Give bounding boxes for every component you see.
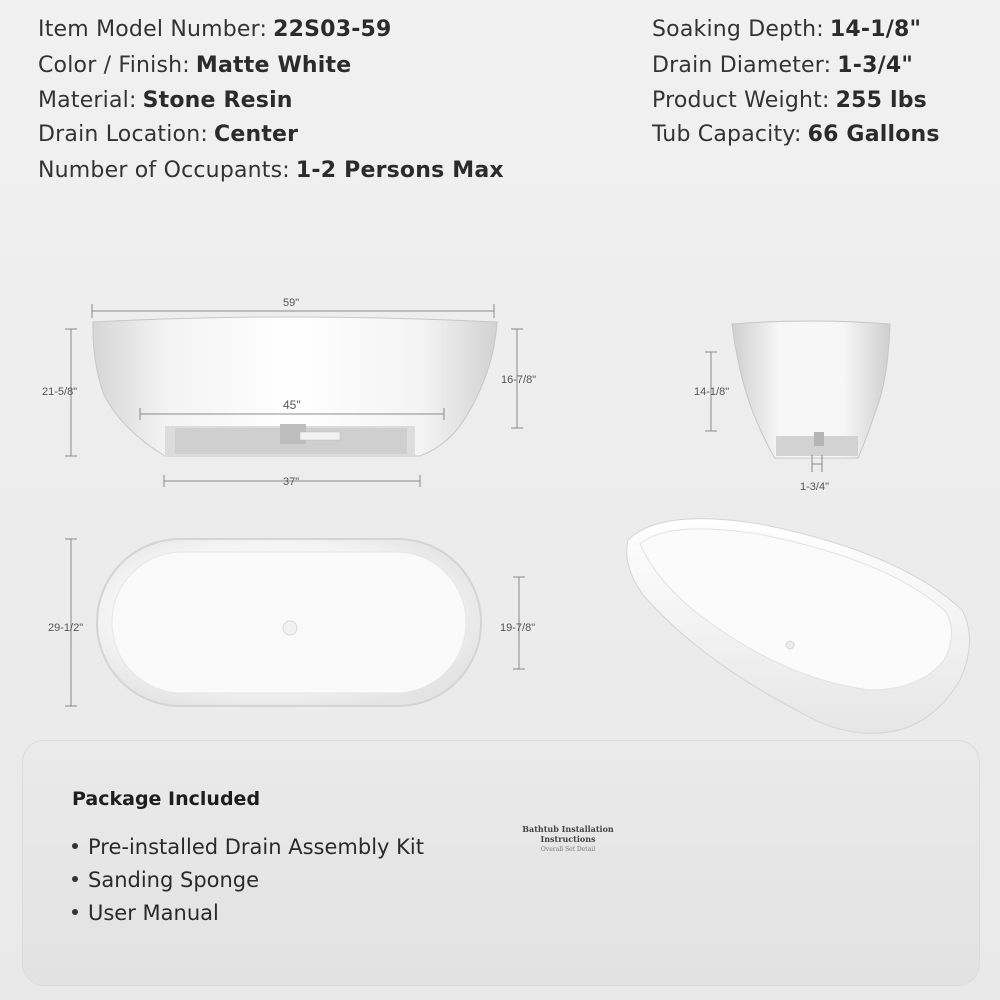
spec-label: Material:: [38, 88, 137, 113]
dim-base-length: 37": [283, 476, 300, 488]
spec-label: Soaking Depth:: [652, 17, 824, 42]
package-item-label: Sanding Sponge: [88, 868, 260, 892]
spec-value: 1-2 Persons Max: [295, 158, 504, 183]
dim-interior-width: 19-7/8": [500, 622, 536, 634]
bullet-icon: [72, 843, 78, 849]
manual-subtitle: Overall Set Detail: [540, 846, 596, 853]
spec-label: Item Model Number:: [38, 17, 268, 42]
dim-length: 59": [283, 297, 300, 309]
perspective-tub: [627, 519, 970, 734]
spec-label: Number of Occupants:: [38, 158, 290, 183]
package-title: Package Included: [72, 788, 261, 810]
package-item-label: Pre-installed Drain Assembly Kit: [88, 835, 424, 859]
drain-hole: [283, 621, 297, 635]
package-item-label: User Manual: [88, 901, 219, 925]
dim-interior-height: 16-7/8": [501, 374, 537, 386]
top-view-tub: [97, 539, 481, 706]
dim-interior-length: 45": [283, 398, 301, 412]
spec-label: Color / Finish:: [38, 53, 190, 78]
spec-label: Drain Location:: [38, 122, 208, 147]
dim-height: 21-5/8": [42, 386, 78, 398]
side-view-tub: [93, 317, 497, 456]
bullet-icon: [72, 876, 78, 882]
manual-title: Bathtub Installation Instructions: [522, 824, 614, 844]
spec-label: Product Weight:: [652, 88, 830, 113]
dim-drain: 1-3/4": [800, 481, 829, 493]
spec-value: Stone Resin: [142, 88, 293, 113]
end-view-tub: [732, 321, 890, 458]
spec-value: 1-3/4": [837, 53, 914, 78]
spec-label: Drain Diameter:: [652, 53, 832, 78]
dim-width: 29-1/2": [48, 622, 84, 634]
spec-value: 14-1/8": [829, 17, 922, 42]
spec-value: Center: [213, 122, 299, 147]
spec-value: Matte White: [195, 53, 352, 78]
package-panel: [22, 740, 980, 986]
package-item: [72, 901, 219, 925]
spec-value: 255 lbs: [835, 88, 927, 113]
package-item: [72, 868, 259, 892]
bullet-icon: [72, 909, 78, 915]
spec-value: 66 Gallons: [807, 122, 940, 147]
spec-value: 22S03-59: [273, 17, 392, 42]
spec-label: Tub Capacity:: [652, 122, 802, 147]
dim-soaking-depth: 14-1/8": [694, 386, 730, 398]
package-item: [72, 835, 424, 859]
